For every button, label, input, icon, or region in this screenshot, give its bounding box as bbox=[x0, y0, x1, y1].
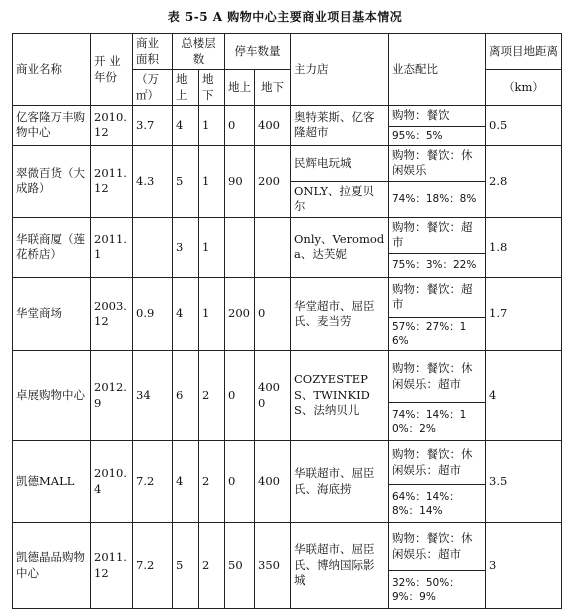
table-row bbox=[13, 523, 562, 571]
distance-cell: 3 bbox=[486, 523, 562, 609]
parking-below-cell: 400 bbox=[255, 106, 291, 146]
opening-year-cell: 2012.9 bbox=[91, 351, 133, 441]
distance-cell: 0.5 bbox=[486, 106, 562, 146]
distance-cell: 1.8 bbox=[486, 217, 562, 277]
floors-below-cell: 2 bbox=[199, 523, 225, 609]
distance-cell: 3.5 bbox=[486, 441, 562, 523]
header-ratio: 业态配比 bbox=[389, 34, 486, 106]
parking-above-cell: 90 bbox=[225, 145, 255, 217]
commercial-area-cell: 4.3 bbox=[133, 145, 173, 217]
parking-below-cell bbox=[255, 217, 291, 277]
floors-above-cell: 5 bbox=[173, 145, 199, 217]
format-ratio-labels-cell: 购物：餐饮：休闲娱乐：超市 bbox=[389, 523, 486, 571]
anchor-stores-cell: 民辉电玩城 bbox=[291, 145, 389, 181]
format-ratio-labels-cell: 购物：餐饮：休闲娱乐：超市 bbox=[389, 351, 486, 403]
parking-below-cell: 4000 bbox=[255, 351, 291, 441]
floors-below-cell: 1 bbox=[199, 217, 225, 277]
commercial-area-cell bbox=[133, 217, 173, 277]
table-row bbox=[13, 106, 562, 127]
parking-below-cell: 0 bbox=[255, 277, 291, 350]
parking-below-cell: 350 bbox=[255, 523, 291, 609]
header-parking: 停车数量 bbox=[225, 34, 291, 70]
header-distance: 离项目地距离 bbox=[486, 34, 562, 70]
header-distance-unit: （km） bbox=[486, 70, 562, 106]
header-area: 商业面积 bbox=[133, 34, 173, 70]
project-name-cell: 华堂商场 bbox=[13, 277, 91, 350]
floors-below-cell: 1 bbox=[199, 106, 225, 146]
format-ratio-values-cell: 74%：14%：10%：2% bbox=[389, 403, 486, 441]
parking-below-cell: 200 bbox=[255, 145, 291, 217]
header-area-unit: （万㎡） bbox=[133, 70, 173, 106]
floors-below-cell: 1 bbox=[199, 145, 225, 217]
header-floors: 总楼层数 bbox=[173, 34, 225, 70]
format-ratio-values-cell: 75%：3%：22% bbox=[389, 253, 486, 277]
parking-above-cell: 0 bbox=[225, 441, 255, 523]
floors-below-cell: 2 bbox=[199, 351, 225, 441]
header-parking-down: 地下 bbox=[255, 70, 291, 106]
opening-year-cell: 2011.12 bbox=[91, 145, 133, 217]
format-ratio-labels-cell: 购物：餐饮：超市 bbox=[389, 217, 486, 253]
anchor-stores-cell: 华联超市、屈臣氏、海底捞 bbox=[291, 441, 389, 523]
distance-cell: 2.8 bbox=[486, 145, 562, 217]
opening-year-cell: 2010.12 bbox=[91, 106, 133, 146]
format-ratio-labels-cell: 购物：餐饮：休闲娱乐 bbox=[389, 145, 486, 181]
project-name-cell: 卓展购物中心 bbox=[13, 351, 91, 441]
format-ratio-values-cell: 64%：14%：8%：14% bbox=[389, 485, 486, 523]
format-ratio-labels-cell: 购物：餐饮：超市 bbox=[389, 277, 486, 317]
distance-cell: 1.7 bbox=[486, 277, 562, 350]
format-ratio-values-cell: 95%：5% bbox=[389, 126, 486, 145]
opening-year-cell: 2011.1 bbox=[91, 217, 133, 277]
format-ratio-values-cell: 57%：27%：16% bbox=[389, 317, 486, 350]
anchor-stores-cell: 奥特莱斯、亿客隆超市 bbox=[291, 106, 389, 146]
commercial-area-cell: 0.9 bbox=[133, 277, 173, 350]
opening-year-cell: 2010.4 bbox=[91, 441, 133, 523]
anchor-stores-cell: COZYESTEPS、TWINKIDS、法纳贝儿 bbox=[291, 351, 389, 441]
format-ratio-labels-cell: 购物：餐饮：休闲娱乐：超市 bbox=[389, 441, 486, 485]
table-row bbox=[13, 277, 562, 317]
project-name-cell: 亿客隆万丰购物中心 bbox=[13, 106, 91, 146]
table-caption: 表 5-5 A 购物中心主要商业项目基本情况 bbox=[167, 10, 403, 24]
commercial-area-cell: 34 bbox=[133, 351, 173, 441]
commercial-area-cell: 7.2 bbox=[133, 523, 173, 609]
table-row bbox=[13, 217, 562, 253]
floors-above-cell: 5 bbox=[173, 523, 199, 609]
anchor-stores-cell: 华联超市、屈臣氏、博纳国际影城 bbox=[291, 523, 389, 609]
anchor-stores-cell: Only、Veromoda、达芙妮 bbox=[291, 217, 389, 277]
header-floors-up: 地上 bbox=[173, 70, 199, 106]
commercial-area-cell: 7.2 bbox=[133, 441, 173, 523]
header-year: 开 业 年份 bbox=[91, 34, 133, 106]
project-name-cell: 华联商厦（莲花桥店） bbox=[13, 217, 91, 277]
floors-above-cell: 3 bbox=[173, 217, 199, 277]
floors-above-cell: 4 bbox=[173, 106, 199, 146]
floors-above-cell: 6 bbox=[173, 351, 199, 441]
format-ratio-values-cell: 74%：18%：8% bbox=[389, 181, 486, 217]
table-row bbox=[13, 441, 562, 485]
format-ratio-values-cell: 32%：50%：9%：9% bbox=[389, 571, 486, 609]
header-row-1 bbox=[13, 34, 562, 70]
floors-below-cell: 1 bbox=[199, 277, 225, 350]
floors-above-cell: 4 bbox=[173, 277, 199, 350]
floors-above-cell: 4 bbox=[173, 441, 199, 523]
commercial-area-cell: 3.7 bbox=[133, 106, 173, 146]
parking-above-cell bbox=[225, 217, 255, 277]
anchor-stores-extra-cell: ONLY、拉夏贝尔 bbox=[291, 181, 389, 217]
format-ratio-labels-cell: 购物：餐饮 bbox=[389, 106, 486, 127]
opening-year-cell: 2003.12 bbox=[91, 277, 133, 350]
table-row bbox=[13, 351, 562, 403]
parking-above-cell: 200 bbox=[225, 277, 255, 350]
header-floors-down: 地下 bbox=[199, 70, 225, 106]
header-stores: 主力店 bbox=[291, 34, 389, 106]
commercial-projects-table bbox=[12, 33, 562, 609]
project-name-cell: 凯德晶品购物中心 bbox=[13, 523, 91, 609]
parking-above-cell: 0 bbox=[225, 351, 255, 441]
header-name: 商业名称 bbox=[13, 34, 91, 106]
table-row bbox=[13, 145, 562, 181]
parking-below-cell: 400 bbox=[255, 441, 291, 523]
header-parking-up: 地上 bbox=[225, 70, 255, 106]
distance-cell: 4 bbox=[486, 351, 562, 441]
floors-below-cell: 2 bbox=[199, 441, 225, 523]
opening-year-cell: 2011.12 bbox=[91, 523, 133, 609]
parking-above-cell: 0 bbox=[225, 106, 255, 146]
project-name-cell: 凯德MALL bbox=[13, 441, 91, 523]
anchor-stores-cell: 华堂超市、屈臣氏、麦当劳 bbox=[291, 277, 389, 350]
project-name-cell: 翠微百货（大成路） bbox=[13, 145, 91, 217]
parking-above-cell: 50 bbox=[225, 523, 255, 609]
